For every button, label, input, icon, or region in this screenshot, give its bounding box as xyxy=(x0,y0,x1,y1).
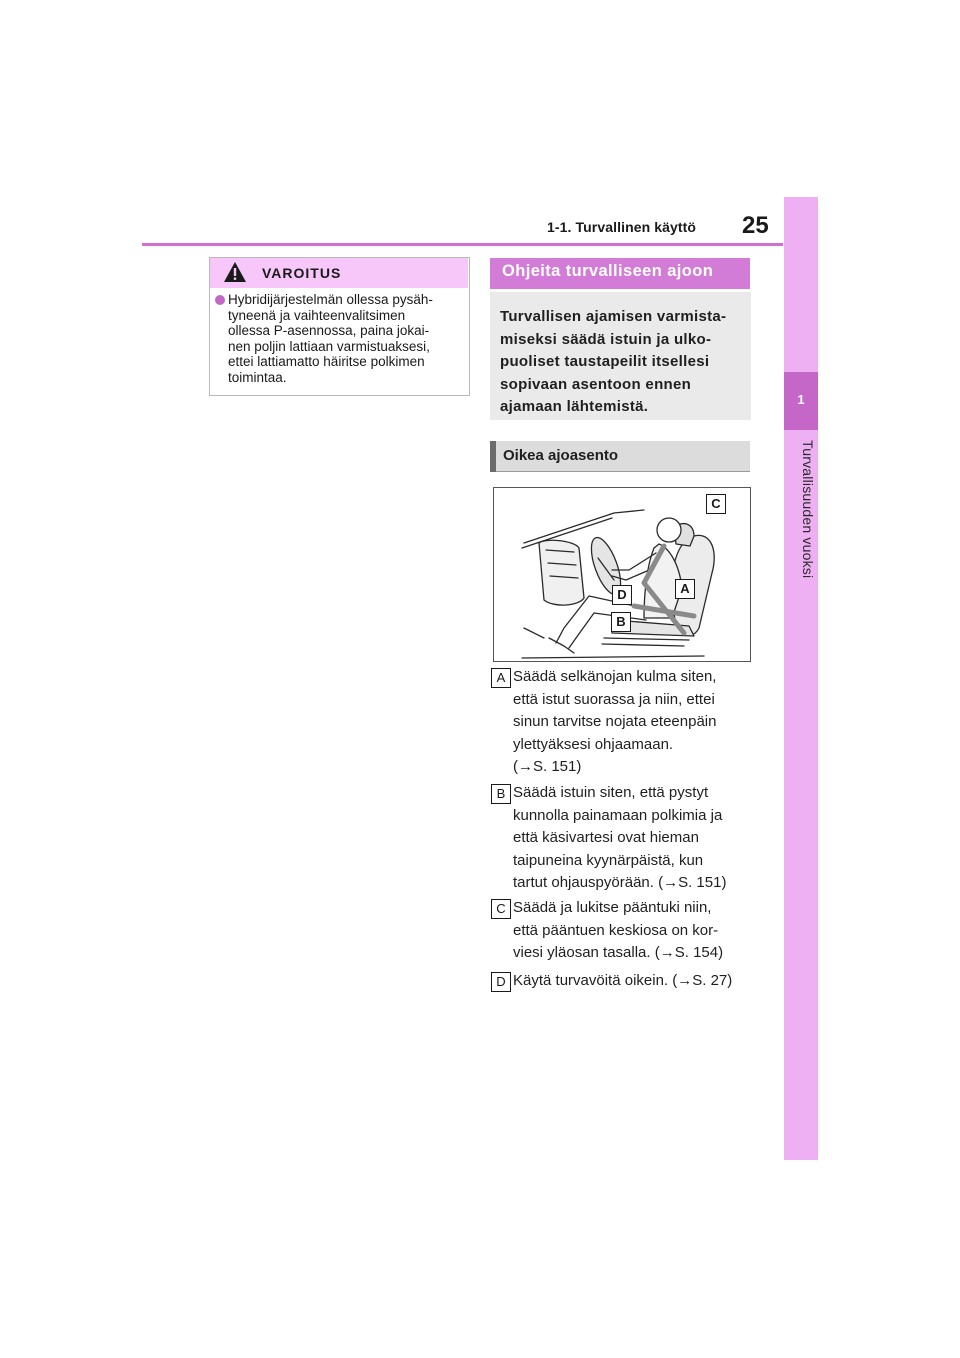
item-line: että käsivartesi ovat hieman xyxy=(513,829,699,847)
item-line: kunnolla painamaan polkimia ja xyxy=(513,806,723,824)
figure-label-d: D xyxy=(612,585,632,605)
subheading-accent xyxy=(490,441,496,472)
item-text-d xyxy=(513,970,753,993)
item-text-c xyxy=(513,897,753,965)
warning-text xyxy=(228,292,460,386)
warning-line: Hybridijärjestelmän ollessa pysäh- xyxy=(228,292,433,307)
figure-label-c: C xyxy=(706,494,726,514)
item-line: tartut ohjauspyörään. (→S. 151) xyxy=(513,874,727,892)
item-text-a xyxy=(513,666,753,779)
item-line: Säädä ja lukitse pääntuki niin, xyxy=(513,899,712,916)
intro-line: puoliset taustapeilit itsellesi xyxy=(500,353,710,370)
item-line: Käytä turvavöitä oikein. (→S. 27) xyxy=(513,972,733,989)
warning-line: toimintaa. xyxy=(228,369,287,385)
warning-line: tyneenä ja vaihteenvalitsimen xyxy=(228,307,406,323)
figure-label-b: B xyxy=(611,612,631,632)
item-line: että pääntuen keskiosa on kor- xyxy=(513,921,719,939)
figure-label-a: A xyxy=(675,579,695,599)
item-letter-c: C xyxy=(491,899,511,919)
intro-line: sopivaan asentoon ennen xyxy=(500,375,692,393)
item-line: Säädä selkänojan kulma siten, xyxy=(513,668,717,685)
intro-text xyxy=(500,306,745,419)
item-line: sinun tarvitse nojata eteenpäin xyxy=(513,713,717,731)
item-letter-d: D xyxy=(491,972,511,992)
item-line: että istut suorassa ja niin, ettei xyxy=(513,690,715,708)
item-letter-b: B xyxy=(491,784,511,804)
item-line: ylettyäksesi ohjaamaan. xyxy=(513,735,674,753)
chapter-title: Turvallisuuden vuoksi xyxy=(800,440,816,579)
intro-line: miseksi säädä istuin ja ulko- xyxy=(500,330,712,348)
item-line: Säädä istuin siten, että pystyt xyxy=(513,784,709,801)
page-number: 25 xyxy=(742,212,769,239)
item-line: viesi yläosan tasalla. (→S. 154) xyxy=(513,944,724,962)
chapter-number: 1 xyxy=(797,392,805,407)
intro-line: ajamaan lähtemistä. xyxy=(500,398,649,415)
warning-line: ettei lattiamatto häiritse polkimen xyxy=(228,354,425,370)
header-divider xyxy=(142,243,783,246)
section-heading: Ohjeita turvalliseen ajoon xyxy=(502,262,714,280)
subheading: Oikea ajoasento xyxy=(503,447,619,464)
warning-title: VAROITUS xyxy=(262,265,342,281)
warning-triangle-icon xyxy=(223,261,247,283)
warning-line: nen poljin lattiaan varmistuaksesi, xyxy=(228,338,430,354)
item-text-b xyxy=(513,782,753,895)
section-title: 1-1. Turvallinen käyttö xyxy=(547,219,697,235)
intro-line: Turvallisen ajamisen varmista- xyxy=(500,308,727,325)
item-letter-a: A xyxy=(491,668,511,688)
chapter-tab-strip xyxy=(784,197,818,1160)
bullet-icon xyxy=(215,295,225,305)
item-line: taipuneina kyynärpäistä, kun xyxy=(513,851,704,869)
warning-line: ollessa P-asennossa, paina jokai- xyxy=(228,323,430,339)
item-line: (→S. 151) xyxy=(513,758,582,776)
